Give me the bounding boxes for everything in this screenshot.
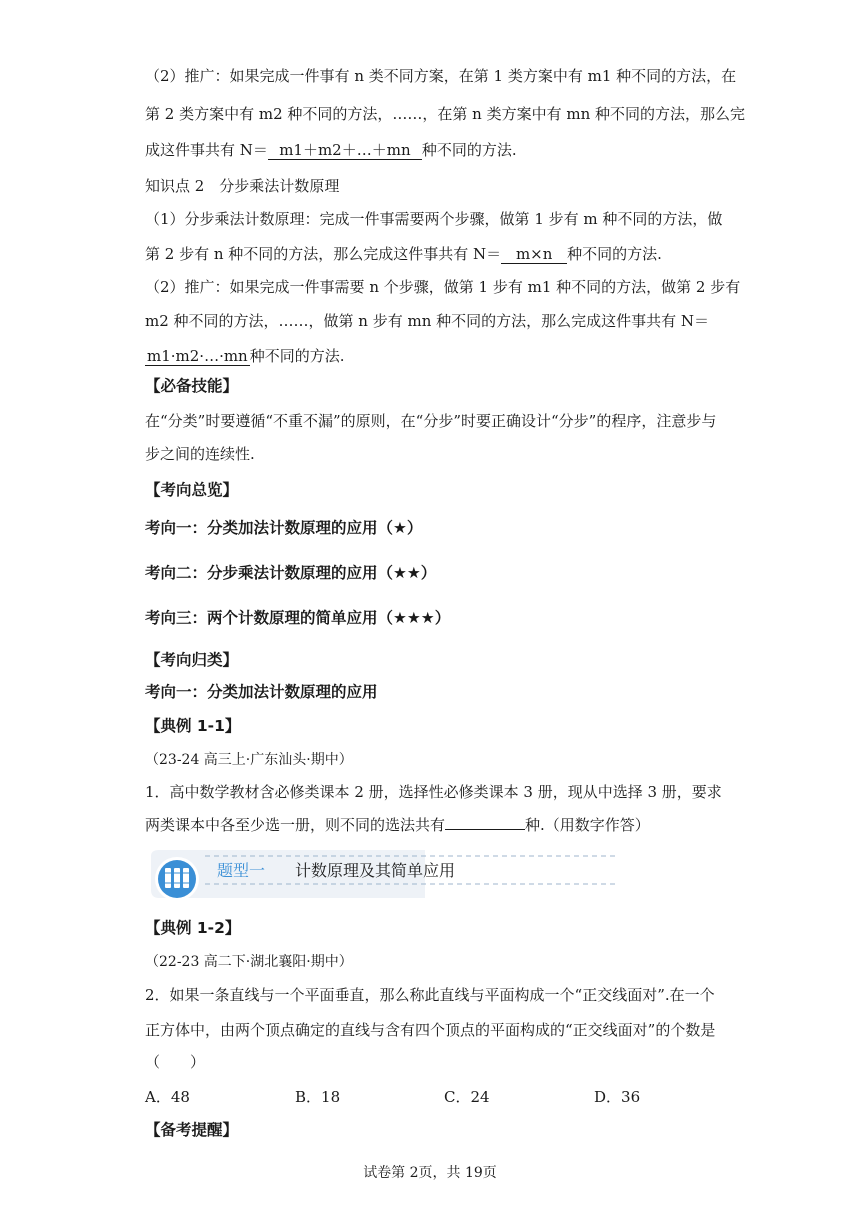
banner-tag: 题型一 xyxy=(217,861,266,880)
kp1-generalization-line2: 第 2 类方案中有 m2 种不同的方法，……，在第 n 类方案中有 mn 种不同的方法，那么完 xyxy=(145,105,746,123)
kp1-line3-suffix: 种不同的方法. xyxy=(421,141,517,159)
overview-heading: 【考向总览】 xyxy=(145,481,239,499)
example-1-1-answer-blank[interactable] xyxy=(445,829,525,830)
example-1-2-question-line1: 2．如果一条直线与一个平面垂直，那么称此直线与平面构成一个“正交线面对”.在一个 xyxy=(145,986,715,1004)
kp2-p1-line1: （1）分步乘法计数原理：完成一件事需要两个步骤，做第 1 步有 m 种不同的方法，做 xyxy=(145,210,723,228)
example-1-1-question-line2 xyxy=(145,815,650,835)
example-1-1-source: （23-24 高三上·广东汕头·期中） xyxy=(145,752,353,768)
kp2-p2-line1: （2）推广：如果完成一件事需要 n 个步骤，做第 1 步有 m1 种不同的方法，做第 2 步有 xyxy=(145,278,741,296)
overview-item-2: 考向二：分步乘法计数原理的应用（★★） xyxy=(145,564,437,582)
option-b[interactable]: B．18 xyxy=(295,1088,341,1106)
classify-subheading: 考向一：分类加法计数原理的应用 xyxy=(145,683,378,701)
overview-item-3: 考向三：两个计数原理的简单应用（★★★） xyxy=(145,609,451,627)
example-1-1-q2-suffix: 种.（用数字作答） xyxy=(525,816,650,834)
example-1-2-heading: 【典例 1-2】 xyxy=(145,919,241,937)
example-1-1-question-line1: 1．高中数学教材含必修类课本 2 册，选择性必修类课本 3 册，现从中选择 3 册，要求 xyxy=(145,783,722,801)
option-a[interactable]: A．48 xyxy=(145,1088,190,1106)
option-c[interactable]: C．24 xyxy=(444,1088,490,1106)
kp2-p1-line2 xyxy=(145,244,662,264)
example-1-1-q2-prefix: 两类课本中各至少选一册，则不同的选法共有 xyxy=(145,816,446,834)
page-footer: 试卷第 2页，共 19页 xyxy=(363,1165,497,1181)
example-1-2-source: （22-23 高二下·湖北襄阳·期中） xyxy=(145,954,353,970)
kp2-p1-line2-prefix: 第 2 步有 n 种不同的方法，那么完成这件事共有 N＝ xyxy=(145,245,502,263)
section-banner xyxy=(145,846,620,902)
banner-title: 计数原理及其简单应用 xyxy=(295,861,456,880)
example-1-1-heading: 【典例 1-1】 xyxy=(145,717,241,735)
books-icon xyxy=(155,857,199,901)
option-d[interactable]: D．36 xyxy=(594,1088,641,1106)
kp1-line3-prefix: 成这件事共有 N＝ xyxy=(145,141,268,159)
classify-heading: 【考向归类】 xyxy=(145,651,239,669)
kp2-answer-blank-1: m×n xyxy=(501,245,567,264)
kp2-p2-line3-suffix: 种不同的方法. xyxy=(249,347,345,365)
skills-heading: 【必备技能】 xyxy=(145,377,239,395)
reminder-heading: 【备考提醒】 xyxy=(145,1121,239,1139)
overview-item-1: 考向一：分类加法计数原理的应用（★） xyxy=(145,519,423,537)
kp2-title: 知识点 2 分步乘法计数原理 xyxy=(145,177,340,195)
example-1-2-question-line2: 正方体中，由两个顶点确定的直线与含有四个顶点的平面构成的“正交线面对”的个数是 xyxy=(145,1021,716,1039)
kp2-answer-blank-2: m1·m2·…·mn xyxy=(147,347,248,365)
kp1-answer-blank: m1＋m2＋…＋mn xyxy=(268,141,422,160)
kp1-generalization-line1: （2）推广：如果完成一件事有 n 类不同方案，在第 1 类方案中有 m1 种不同的方法，在 xyxy=(145,67,737,85)
kp2-p2-line3 xyxy=(145,346,345,366)
skills-line1: 在“分类”时要遵循“不重不漏”的原则，在“分步”时要正确设计“分步”的程序，注意步与 xyxy=(145,412,717,430)
kp2-p2-line2: m2 种不同的方法，……，做第 n 步有 mn 种不同的方法，那么完成这件事共有 N＝ xyxy=(145,312,710,330)
example-1-2-question-line3: （ ） xyxy=(145,1053,206,1071)
kp2-p1-line2-suffix: 种不同的方法. xyxy=(567,245,662,263)
skills-line2: 步之间的连续性. xyxy=(145,445,255,463)
kp1-generalization-line3 xyxy=(145,140,517,160)
